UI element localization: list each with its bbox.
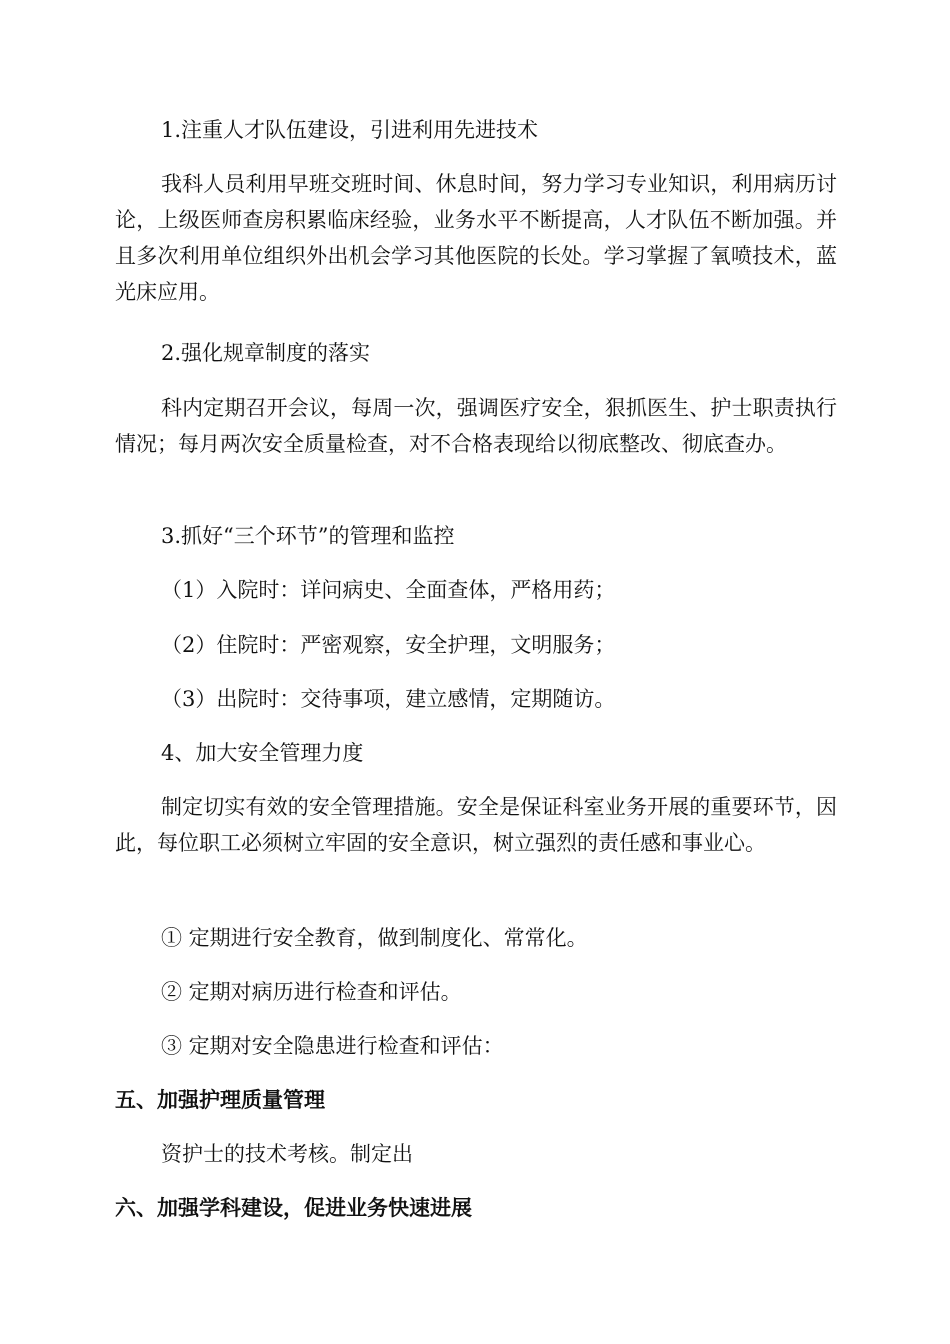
list-item-discharge: （3）出院时：交待事项，建立感情，定期随访。 — [161, 687, 616, 711]
list-item-hazard-review: ③ 定期对安全隐患进行检查和评估： — [161, 1034, 504, 1058]
paragraph-safety: 制定切实有效的安全管理措施。安全是保证科室业务开展的重要环节，因此，每位职工必须树立牢固的安全意识，树立强烈的责任感和事业心。 — [115, 795, 837, 855]
subheading-three-links: 3.抓好“三个环节”的管理和监控 — [161, 524, 455, 548]
list-item-record-review: ② 定期对病历进行检查和评估。 — [161, 980, 462, 1004]
section-heading-nursing: 五、加强护理质量管理 — [115, 1088, 325, 1112]
list-item-admission: （1）入院时：详问病史、全面查体，严格用药； — [161, 578, 616, 602]
subheading-safety: 4、加大安全管理力度 — [161, 741, 364, 765]
section-heading-discipline: 六、加强学科建设，促进业务快速进展 — [115, 1196, 472, 1220]
subheading-talent: 1.注重人才队伍建设，引进利用先进技术 — [161, 118, 539, 142]
paragraph-rules: 科内定期召开会议，每周一次，强调医疗安全，狠抓医生、护士职责执行情况；每月两次安全质量检查，对不合格表现给以彻底整改、彻底查办。 — [115, 396, 837, 456]
list-item-safety-education: ① 定期进行安全教育，做到制度化、常常化。 — [161, 926, 588, 950]
subheading-rules: 2.强化规章制度的落实 — [161, 341, 371, 365]
list-item-hospitalization: （2）住院时：严密观察，安全护理，文明服务； — [161, 633, 616, 657]
paragraph-nursing: 资护士的技术考核。制定出 — [161, 1142, 413, 1166]
paragraph-talent: 我科人员利用早班交班时间、休息时间，努力学习专业知识，利用病历讨论，上级医师查房积累临床经验，业务水平不断提高，人才队伍不断加强。并且多次利用单位组织外出机会学习其他医院的长处。学习掌握了氧喷技术，蓝光床应用。 — [115, 172, 837, 304]
